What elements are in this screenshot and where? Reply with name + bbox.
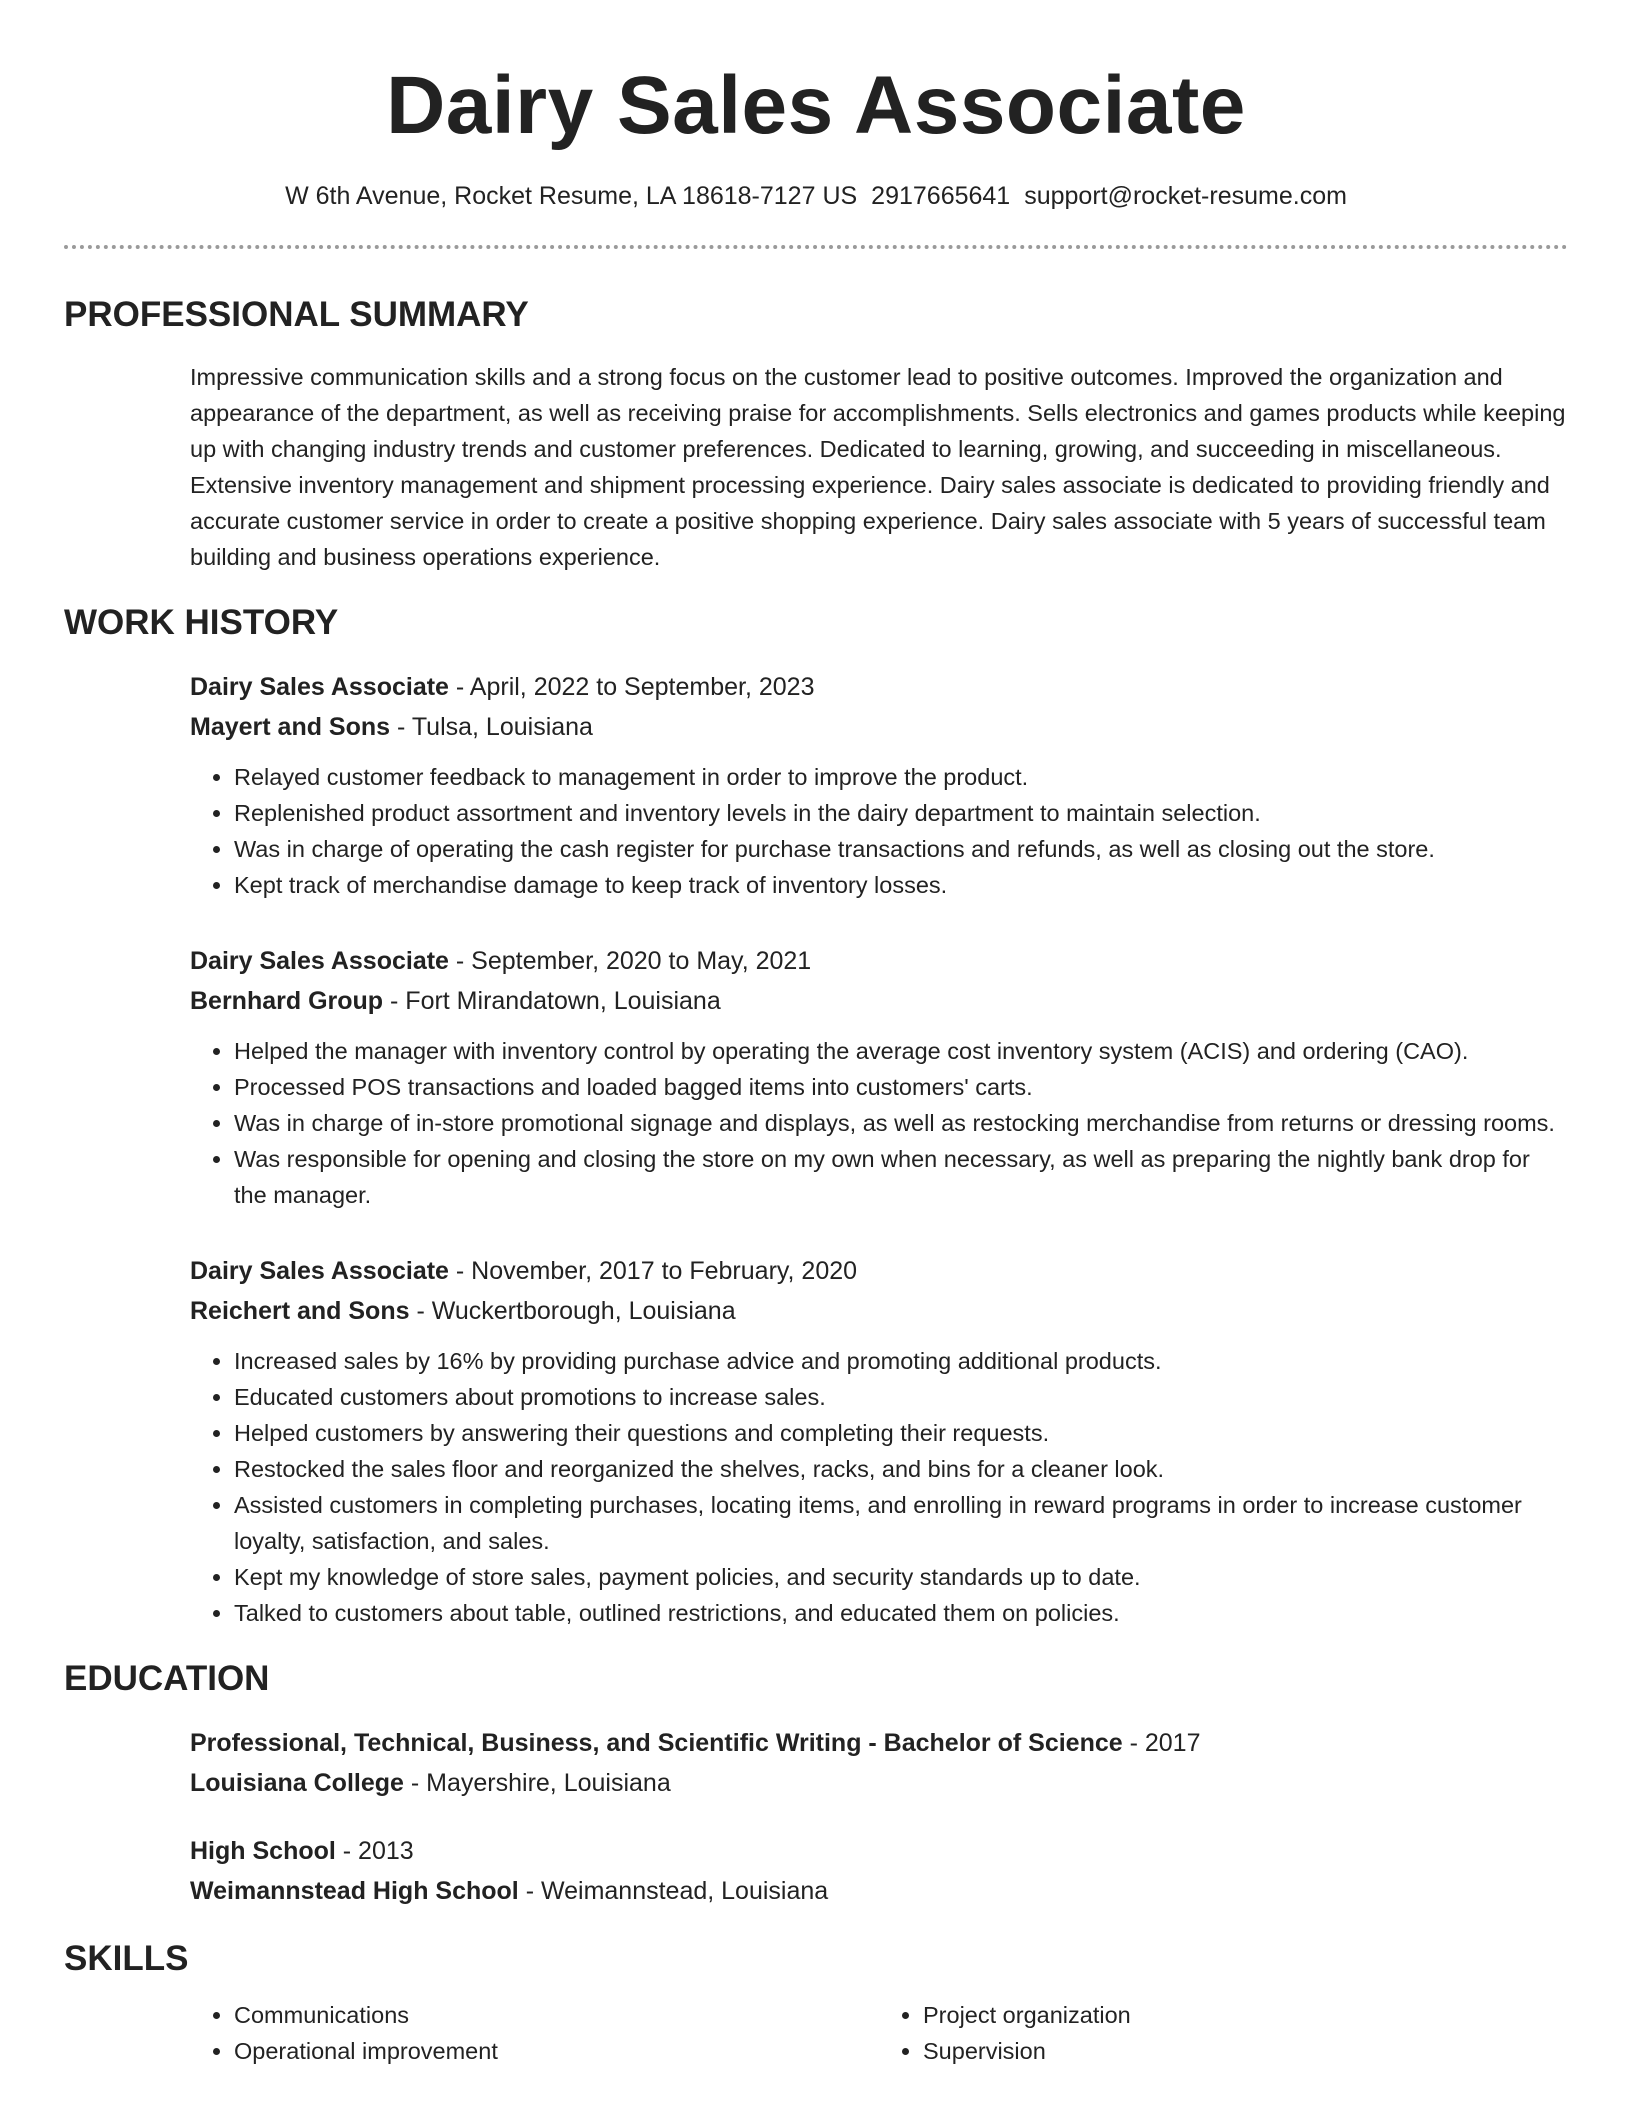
work-history-list (190, 667, 1568, 1631)
job-company-line (190, 1291, 1568, 1331)
education-school-line (190, 1871, 1568, 1911)
education-location: - Mayershire, Louisiana (403, 1769, 671, 1797)
skill-item: • Operational improvement (234, 2033, 879, 2069)
job-bullet: • Restocked the sales floor and reorganized the shelves, racks, and bins for a cleaner look. (234, 1451, 1568, 1487)
summary-text: Impressive communication skills and a strong focus on the customer lead to positive outcomes. Improved the organization and appearance of the department, as well as receiving praise for accomplishments. Sells electronics and games products while keeping up with changing industry trends and customer preferences. Dedicated to learning, growing, and succeeding in miscellaneous. Extensive inventory management and shipment processing experience. Dairy sales associate is dedicated to providing friendly and accurate customer service in order to create a positive shopping experience. Dairy sales associate with 5 years of successful team building and business operations experience. (190, 364, 1566, 570)
job-role-line (190, 1251, 1568, 1291)
job-role: Dairy Sales Associate (190, 1257, 449, 1285)
job-location: - Fort Mirandatown, Louisiana (383, 987, 721, 1015)
contact-line (64, 180, 1568, 212)
education-degree-line (190, 1723, 1568, 1763)
header-divider (64, 245, 1568, 249)
job-entry (190, 1251, 1568, 1631)
education-degree: High School (190, 1837, 336, 1865)
job-company: Mayert and Sons (190, 713, 391, 741)
job-bullets (190, 1343, 1568, 1631)
skills-column-left (190, 1997, 879, 2069)
education-school-line (190, 1763, 1568, 1803)
skills-column-right (879, 1997, 1568, 2069)
job-company: Bernhard Group (190, 987, 384, 1015)
job-location: - Wuckertborough, Louisiana (409, 1297, 736, 1325)
job-company: Reichert and Sons (190, 1297, 410, 1325)
job-company-line (190, 707, 1568, 747)
skill-item: • Project organization (923, 1997, 1568, 2033)
job-bullet: • Was responsible for opening and closing the store on my own when necessary, as well as preparing the nightly bank drop for the manager. (234, 1141, 1568, 1213)
job-bullet: • Kept track of merchandise damage to keep track of inventory losses. (234, 867, 1568, 903)
skill-item: • Supervision (923, 2033, 1568, 2069)
job-role-line (190, 667, 1568, 707)
job-bullet: • Assisted customers in completing purchases, locating items, and enrolling in reward programs in order to increase customer loyalty, satisfaction, and sales. (234, 1487, 1568, 1559)
skill-item: • Communications (234, 1997, 879, 2033)
job-dates: - September, 2020 to May, 2021 (448, 947, 812, 975)
job-bullet: • Was in charge of operating the cash register for purchase transactions and refunds, as well as closing out the store. (234, 831, 1568, 867)
contact-address: W 6th Avenue, Rocket Resume, LA 18618-7127 US (285, 182, 858, 210)
job-bullet: • Talked to customers about table, outlined restrictions, and educated them on policies. (234, 1595, 1568, 1631)
job-dates: - November, 2017 to February, 2020 (448, 1257, 858, 1285)
education-school: Weimannstead High School (190, 1877, 519, 1905)
contact-phone: 2917665641 (871, 182, 1011, 210)
job-bullet: • Helped the manager with inventory control by operating the average cost inventory system (ACIS) and ordering (CAO). (234, 1033, 1568, 1069)
job-bullet: • Replenished product assortment and inventory levels in the dairy department to maintain selection. (234, 795, 1568, 831)
job-bullet: • Relayed customer feedback to management in order to improve the product. (234, 759, 1568, 795)
section-title-work-history: WORK HISTORY (64, 603, 339, 642)
section-title-summary: PROFESSIONAL SUMMARY (64, 295, 529, 334)
job-role: Dairy Sales Associate (190, 673, 449, 701)
section-title-skills: SKILLS (64, 1939, 189, 1978)
job-location: - Tulsa, Louisiana (390, 713, 593, 741)
education-school: Louisiana College (190, 1769, 404, 1797)
education-entry (190, 1723, 1568, 1803)
job-bullet: • Processed POS transactions and loaded bagged items into customers' carts. (234, 1069, 1568, 1105)
resume-name: Dairy Sales Associate (386, 60, 1246, 151)
job-entry (190, 941, 1568, 1213)
education-year: - 2017 (1122, 1729, 1201, 1757)
job-bullet: • Increased sales by 16% by providing purchase advice and promoting additional products. (234, 1343, 1568, 1379)
job-bullet: • Kept my knowledge of store sales, payment policies, and security standards up to date. (234, 1559, 1568, 1595)
education-entry (190, 1831, 1568, 1911)
job-entry (190, 667, 1568, 903)
education-degree-line (190, 1831, 1568, 1871)
job-role: Dairy Sales Associate (190, 947, 449, 975)
job-bullet: • Was in charge of in-store promotional signage and displays, as well as restocking merchandise from returns or dressing rooms. (234, 1105, 1568, 1141)
job-bullet: • Helped customers by answering their questions and completing their requests. (234, 1415, 1568, 1451)
job-bullets (190, 759, 1568, 903)
job-company-line (190, 981, 1568, 1021)
section-title-education: EDUCATION (64, 1659, 270, 1698)
resume-page (64, 0, 1568, 2069)
job-bullets (190, 1033, 1568, 1213)
education-location: - Weimannstead, Louisiana (518, 1877, 829, 1905)
skills-list (190, 1997, 1568, 2069)
education-year: - 2013 (335, 1837, 414, 1865)
education-list (190, 1723, 1568, 1911)
job-role-line (190, 941, 1568, 981)
contact-email: support@rocket-resume.com (1024, 182, 1347, 210)
job-dates: - April, 2022 to September, 2023 (448, 673, 815, 701)
education-degree: Professional, Technical, Business, and Scientific Writing - Bachelor of Science (190, 1729, 1123, 1757)
job-bullet: • Educated customers about promotions to increase sales. (234, 1379, 1568, 1415)
